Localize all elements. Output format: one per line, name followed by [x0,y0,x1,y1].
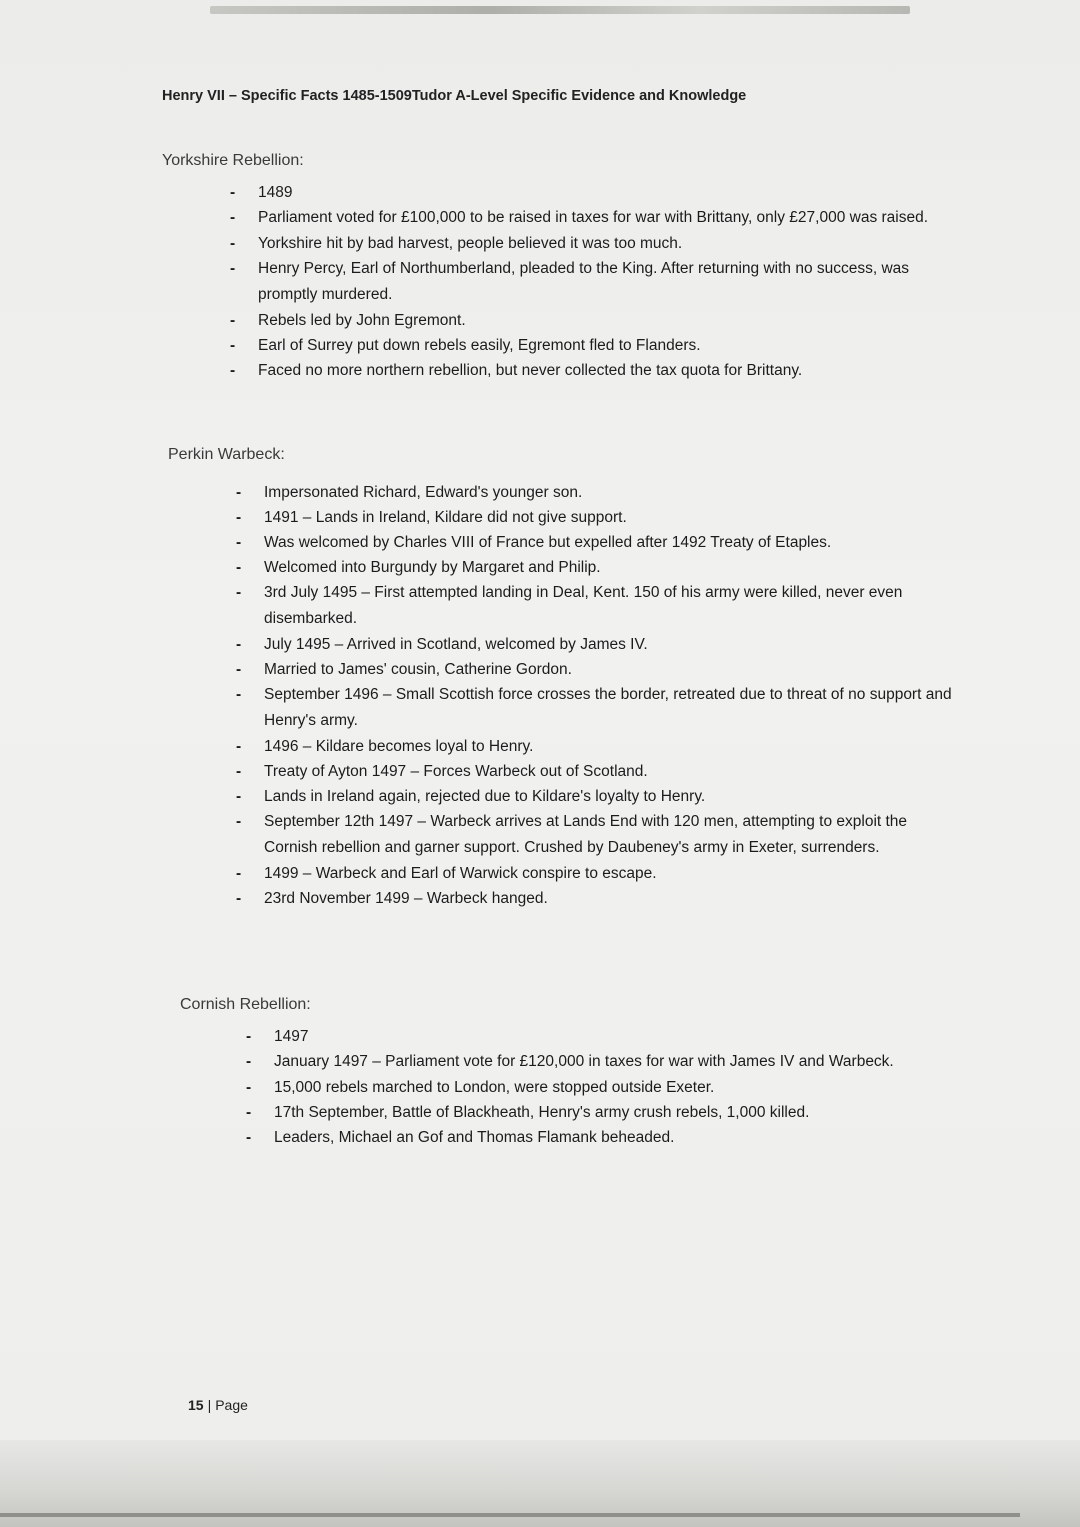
page-top-edge [210,6,910,14]
list-item: - 1496 – Kildare becomes loyal to Henry. [236,734,961,759]
footer-divider: | [207,1397,212,1413]
list-item: - January 1497 – Parliament vote for £120,000 in taxes for war with James IV and Warbeck. [246,1049,946,1075]
list-item: - 1491 – Lands in Ireland, Kildare did not give support. [236,505,961,530]
list-item: - 1489 [230,180,950,205]
list-item: - Yorkshire hit by bad harvest, people believed it was too much. [230,231,950,256]
list-item: - 3rd July 1495 – First attempted landing in Deal, Kent. 150 of his army were killed, never even disembarked. [236,580,961,632]
list-item: - Was welcomed by Charles VIII of France but expelled after 1492 Treaty of Etaples. [236,530,961,555]
list-item: - Lands in Ireland again, rejected due to Kildare's loyalty to Henry. [236,784,961,809]
list-item: - Earl of Surrey put down rebels easily, Egremont fled to Flanders. [230,333,950,358]
page-number: 15 [188,1397,204,1413]
page-label: Page [215,1397,248,1413]
list-item: - Rebels led by John Egremont. [230,308,950,333]
list-item: - 15,000 rebels marched to London, were stopped outside Exeter. [246,1075,946,1100]
list-item: - September 1496 – Small Scottish force crosses the border, retreated due to threat of no support and Henry's army. [236,682,961,734]
list-item: - 1497 [246,1024,946,1049]
list-item: - Married to James' cousin, Catherine Gordon. [236,657,961,682]
section-title-cornish: Cornish Rebellion: [180,996,311,1013]
list-item: - Welcomed into Burgundy by Margaret and Philip. [236,555,961,580]
list-item: - Treaty of Ayton 1497 – Forces Warbeck out of Scotland. [236,759,961,784]
yorkshire-list [230,180,950,383]
list-item: - 1499 – Warbeck and Earl of Warwick conspire to escape. [236,861,961,886]
list-item: - Leaders, Michael an Gof and Thomas Flamank beheaded. [246,1125,946,1150]
list-item: - 23rd November 1499 – Warbeck hanged. [236,886,961,911]
cornish-list [246,1024,946,1150]
section-title-warbeck: Perkin Warbeck: [168,446,285,463]
list-item: - Parliament voted for £100,000 to be raised in taxes for war with Brittany, only £27,000 was raised. [230,205,950,231]
warbeck-list [236,480,961,911]
page-header: Henry VII – Specific Facts 1485-1509Tudor A-Level Specific Evidence and Knowledge [162,88,747,104]
list-item: - Henry Percy, Earl of Northumberland, pleaded to the King. After returning with no success, was promptly murdered. [230,256,950,308]
list-item: - July 1495 – Arrived in Scotland, welcomed by James IV. [236,632,961,657]
list-item: - 17th September, Battle of Blackheath, Henry's army crush rebels, 1,000 killed. [246,1100,946,1125]
list-item: - Faced no more northern rebellion, but never collected the tax quota for Brittany. [230,358,950,383]
section-title-yorkshire: Yorkshire Rebellion: [162,152,304,169]
page-bottom-edge [0,1440,1080,1527]
page-footer [188,1397,248,1413]
list-item: - Impersonated Richard, Edward's younger son. [236,480,961,505]
list-item: - September 12th 1497 – Warbeck arrives at Lands End with 120 men, attempting to exploit the Cornish rebellion and garner support. Crushed by Daubeney's army in Exeter, surrenders. [236,809,961,861]
